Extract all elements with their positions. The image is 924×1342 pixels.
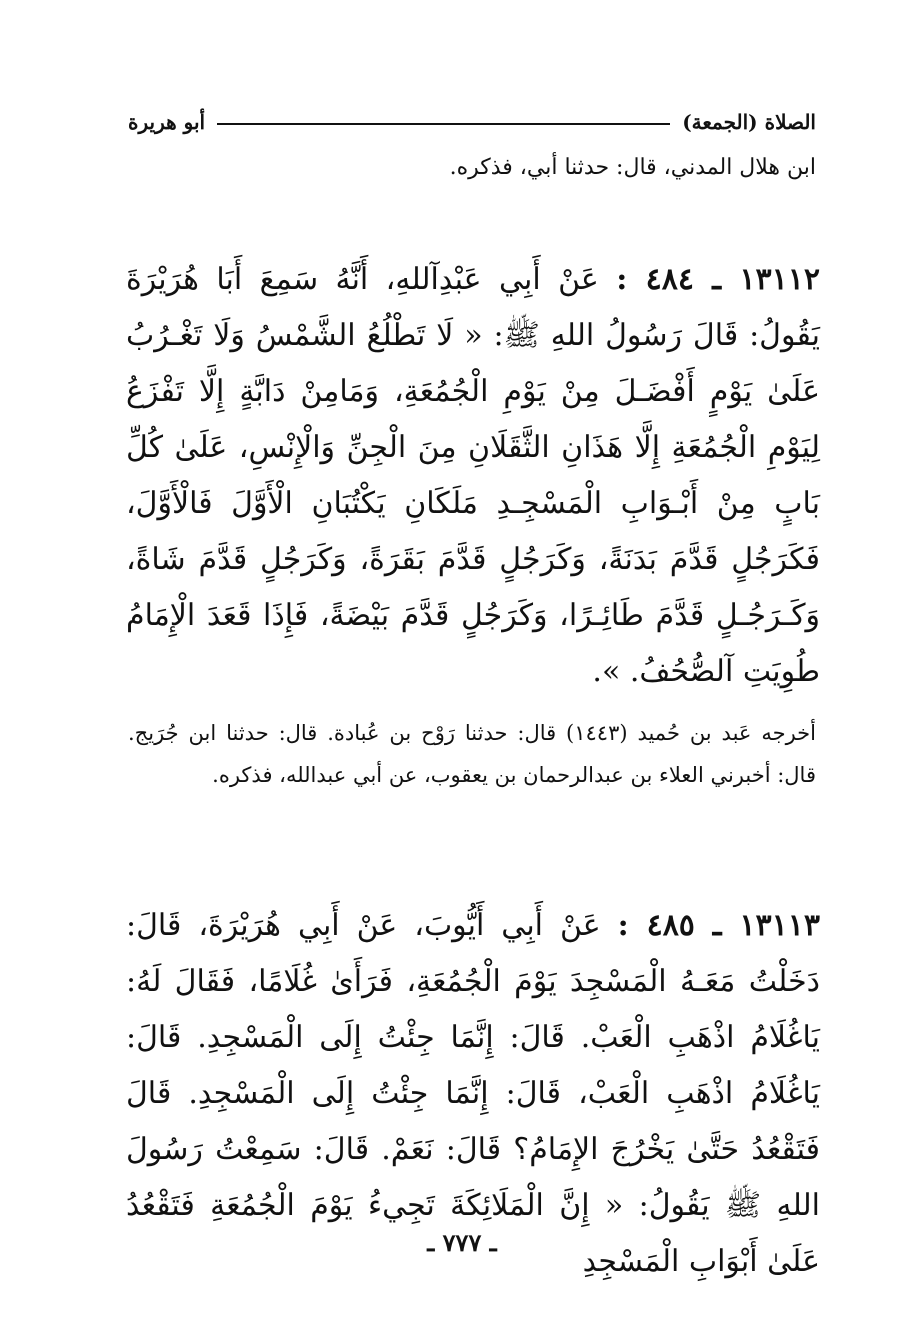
hadith-text: دَخَلْتُ مَعَـهُ الْمَسْجِدَ يَوْمَ الْجُمُعَةِ، فَرَأَىٰ غُلَامًا، فَقَالَ لَهُ: يَاغُلَامُ اذْهَبِ الْعَبْ. قَالَ: إِنَّمَا جِئْتُ إِلَى الْمَسْجِدِ. قَالَ: يَاغُلَامُ اذْهَبِ الْعَبْ، قَالَ: إِنَّمَا جِئْتُ إِلَى الْمَسْجِدِ. قَالَ فَتَقْعُدُ حَتَّىٰ يَخْرُجَ الإِمَامُ؟ قَالَ: نَعَمْ. قَالَ: سَمِعْتُ رَسُولَ اللهِ ﷺ يَقُولُ: xyxy=(126,964,821,1223)
hadith-484 xyxy=(126,252,820,700)
hadith-isnad: عَنْ أَبِي أَيُّوبَ، عَنْ أَبِي هُرَيْرَةَ، قَالَ: xyxy=(126,908,601,943)
takhrij-484: أخرجه عَبد بن حُميد (١٤٤٣) قال: حدثنا رَوْح بن عُبادة. قال: حدثنا ابن جُرَيج. قال: أخبرني العلاء بن عبدالرحمان بن يعقوب، عن أبي عبدالله، فذكره. xyxy=(128,721,816,787)
header-rule xyxy=(217,123,670,125)
hadith-matn: « إِنَّ الْمَلَائِكَةَ تَجِيءُ يَوْمَ الْجُمُعَةِ فَتَقْعُدُ عَلَىٰ أَبْوَابِ الْمَسْجِدِ xyxy=(126,1188,820,1279)
hadith-number: ١٣١١٢ ـ ٤٨٤ : xyxy=(616,262,820,297)
hadith-number: ١٣١١٣ ـ ٤٨٥ : xyxy=(617,908,820,943)
continuation-line: ابن هلال المدني، قال: حدثنا أبي، فذكره. xyxy=(449,155,816,180)
hadith-matn: « لَا تَطْلُعُ الشَّمْسُ وَلَا تَغْـرُبُ عَلَىٰ يَوْمٍ أَفْضَـلَ مِنْ يَوْمِ الْجُمُعَةِ، وَمَامِنْ دَابَّةٍ إِلَّا تَفْزَعُ لِيَوْمِ الْجُمُعَةِ إِلَّا هَذَانِ الثَّقَلَانِ مِنَ الْجِنِّ وَالْإِنْسِ، عَلَىٰ كُلِّ بَابٍ مِنْ أَبْـوَابِ الْمَسْجِـدِ مَلَكَانِ يَكْتُبَانِ الْأَوَّلَ فَالْأَوَّلَ، فَكَرَجُلٍ قَدَّمَ بَدَنَةً، وَكَرَجُلٍ قَدَّمَ بَقَرَةً، وَكَرَجُلٍ قَدَّمَ شَاةً، وَكَـرَجُـلٍ قَدَّمَ طَائِـرًا، وَكَرَجُلٍ قَدَّمَ بَيْضَةً، فَإِذَا قَعَدَ الْإِمَامُ طُوِيَتِ آلصُّحُفُ. ». xyxy=(126,318,820,689)
narrator-name: أبو هريرة xyxy=(128,110,206,134)
running-header xyxy=(128,100,816,134)
page-number: ـ ٧٧٧ ـ xyxy=(427,1228,497,1257)
hadith-isnad: عَنْ أَبِي عَبْدِآللهِ، أَنَّهُ سَمِعَ أَبَا هُرَيْرَةَ يَقُولُ: قَالَ رَسُولُ اللهِ ﷺ: xyxy=(126,262,820,353)
chapter-title: الصلاة (الجمعة) xyxy=(682,110,816,134)
